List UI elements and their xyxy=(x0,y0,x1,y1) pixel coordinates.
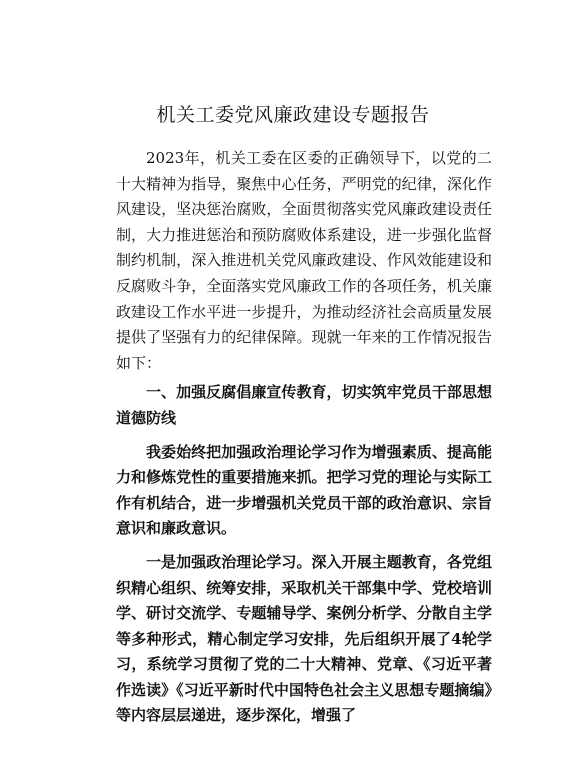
document-title: 机关工委党风廉政建设专题报告 xyxy=(156,104,430,126)
section-1-lead-paragraph: 我委始终把加强政治理论学习作为增强素质、提高能力和修炼党性的重要措施来抓。把学习党的理论与实际工作有机结合，进一步增强机关党员干部的政治意识、宗旨意识和廉政意识。 xyxy=(116,442,492,538)
section-heading-1: 一、加强反腐倡廉宣传教育，切实筑牢党员干部思想道德防线 xyxy=(116,383,492,427)
document-body xyxy=(116,146,492,729)
intro-paragraph: 2023年，机关工委在区委的正确领导下，以党的二十大精神为指导，聚焦中心任务，严明党的纪律，深化作风建设，坚决惩治腐败，全面贯彻落实党风廉政建设责任制，大力推进惩治和预防腐败体系建设，进一步强化监督制约机制，深入推进机关党风廉政建设、作风效能建设和反腐败斗争，全面落实党风廉政工作的各项任务，机关廉政建设工作水平进一步提升，为推动经济社会高质量发展提供了坚强有力的纪律保障。现就一年来的工作情况报告如下： xyxy=(116,149,492,372)
section-1-point-1-paragraph: 一是加强政治理论学习。深入开展主题教育，各党组织精心组织、统筹安排，采取机关干部集中学、党校培训学、研讨交流学、专题辅导学、案例分析学、分散自主学等多种形式，精心制定学习安排，先后组织开展了4轮学习，系统学习贯彻了党的二十大精神、党章、《习近平著作选读》《习近平新时代中国特色社会主义思想专题摘编》等内容层层递进，逐步深化，增强了 xyxy=(116,552,492,725)
